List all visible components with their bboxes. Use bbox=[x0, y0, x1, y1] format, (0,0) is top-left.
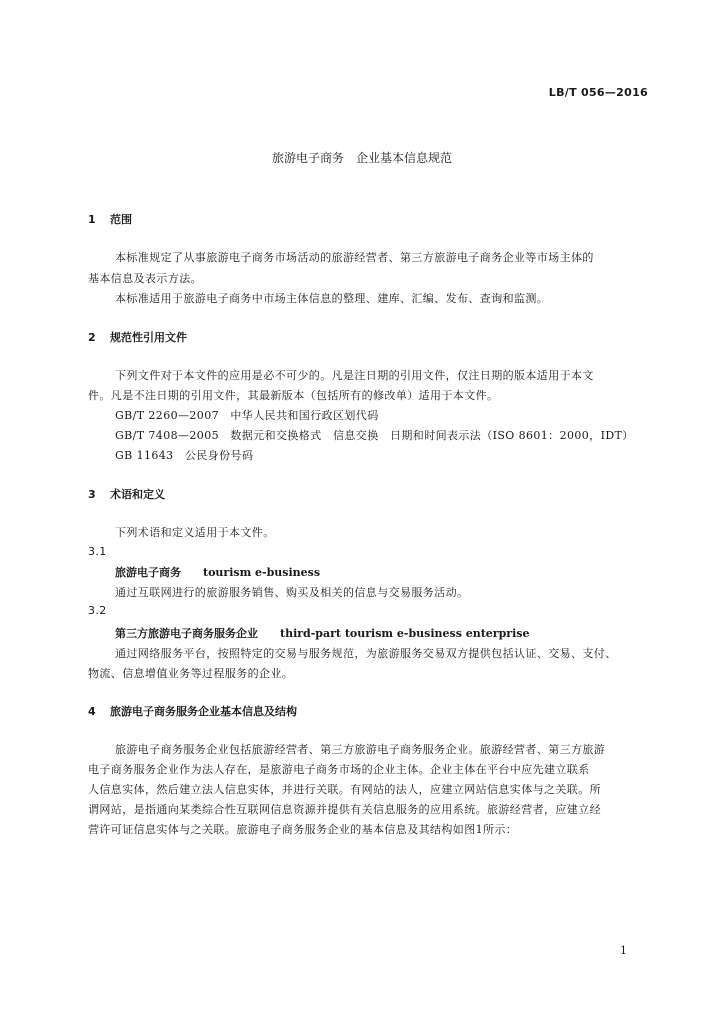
section-number: 2 bbox=[88, 331, 96, 344]
reference-item: GB/T 2260—2007 中华人民共和国行政区划代码 bbox=[115, 409, 379, 422]
term-heading bbox=[115, 564, 320, 580]
section-heading bbox=[88, 486, 165, 502]
page-number: 1 bbox=[620, 944, 627, 957]
paragraph-line: 谓网站，是指通向某类综合性互联网信息资源并提供有关信息服务的应用系统。旅游经营者，应建立经 bbox=[88, 803, 601, 816]
paragraph-line: 下列文件对于本文件的应用是必不可少的。凡是注日期的引用文件，仅注日期的版本适用于本文 bbox=[115, 369, 594, 382]
reference-item: GB 11643 公民身份号码 bbox=[115, 449, 254, 462]
section-heading bbox=[88, 703, 297, 719]
term-zh: 旅游电子商务 bbox=[115, 566, 181, 579]
term-number: 3.2 bbox=[88, 604, 107, 617]
document-code: LB/T 056—2016 bbox=[548, 86, 648, 99]
paragraph-line: 人信息实体，然后建立法人信息实体，并进行关联。有网站的法人，应建立网站信息实体与之关联。所 bbox=[88, 783, 601, 796]
reference-item: GB/T 7408—2005 数据元和交换格式 信息交换 日期和时间表示法（ISO 8601：2000，IDT） bbox=[115, 429, 634, 442]
section-title: 旅游电子商务服务企业基本信息及结构 bbox=[110, 705, 297, 718]
paragraph-line: 本标准适用于旅游电子商务中市场主体信息的整理、建库、汇编、发布、查询和监测。 bbox=[115, 292, 549, 305]
section-number: 3 bbox=[88, 488, 96, 501]
term-definition: 通过互联网进行的旅游服务销售、购买及相关的信息与交易服务活动。 bbox=[115, 586, 469, 599]
section-title: 规范性引用文件 bbox=[110, 331, 187, 344]
paragraph-line: 本标准规定了从事旅游电子商务市场活动的旅游经营者、第三方旅游电子商务企业等市场主体的 bbox=[115, 251, 594, 264]
section-heading bbox=[88, 329, 187, 345]
paragraph-line: 营许可证信息实体与之关联。旅游电子商务服务企业的基本信息及其结构如图1所示： bbox=[88, 823, 518, 836]
paragraph-line: 电子商务服务企业作为法人存在，是旅游电子商务市场的企业主体。企业主体在平台中应先建立联系 bbox=[88, 763, 590, 776]
term-number: 3.1 bbox=[88, 545, 107, 558]
term-en: third-part tourism e-business enterprise bbox=[280, 627, 530, 640]
term-definition: 通过网络服务平台，按照特定的交易与服务规范，为旅游服务交易双方提供包括认证、交易、支付、 bbox=[115, 647, 617, 660]
section-title: 范围 bbox=[110, 213, 132, 226]
paragraph-line: 基本信息及表示方法。 bbox=[88, 272, 202, 285]
page-title: 旅游电子商务 企业基本信息规范 bbox=[271, 151, 452, 165]
term-heading bbox=[115, 625, 529, 641]
paragraph-line: 件。凡是不注日期的引用文件，其最新版本（包括所有的修改单）适用于本文件。 bbox=[88, 389, 499, 402]
section-heading bbox=[88, 211, 132, 227]
section-number: 4 bbox=[88, 705, 96, 718]
section-title: 术语和定义 bbox=[110, 488, 165, 501]
section-number: 1 bbox=[88, 213, 96, 226]
paragraph-line: 旅游电子商务服务企业包括旅游经营者、第三方旅游电子商务服务企业。旅游经营者、第三方旅游 bbox=[115, 743, 606, 756]
term-definition: 物流、信息增值业务等过程服务的企业。 bbox=[88, 667, 294, 680]
paragraph-line: 下列术语和定义适用于本文件。 bbox=[115, 526, 275, 539]
term-zh: 第三方旅游电子商务服务企业 bbox=[115, 627, 258, 640]
term-en: tourism e-business bbox=[203, 566, 321, 579]
